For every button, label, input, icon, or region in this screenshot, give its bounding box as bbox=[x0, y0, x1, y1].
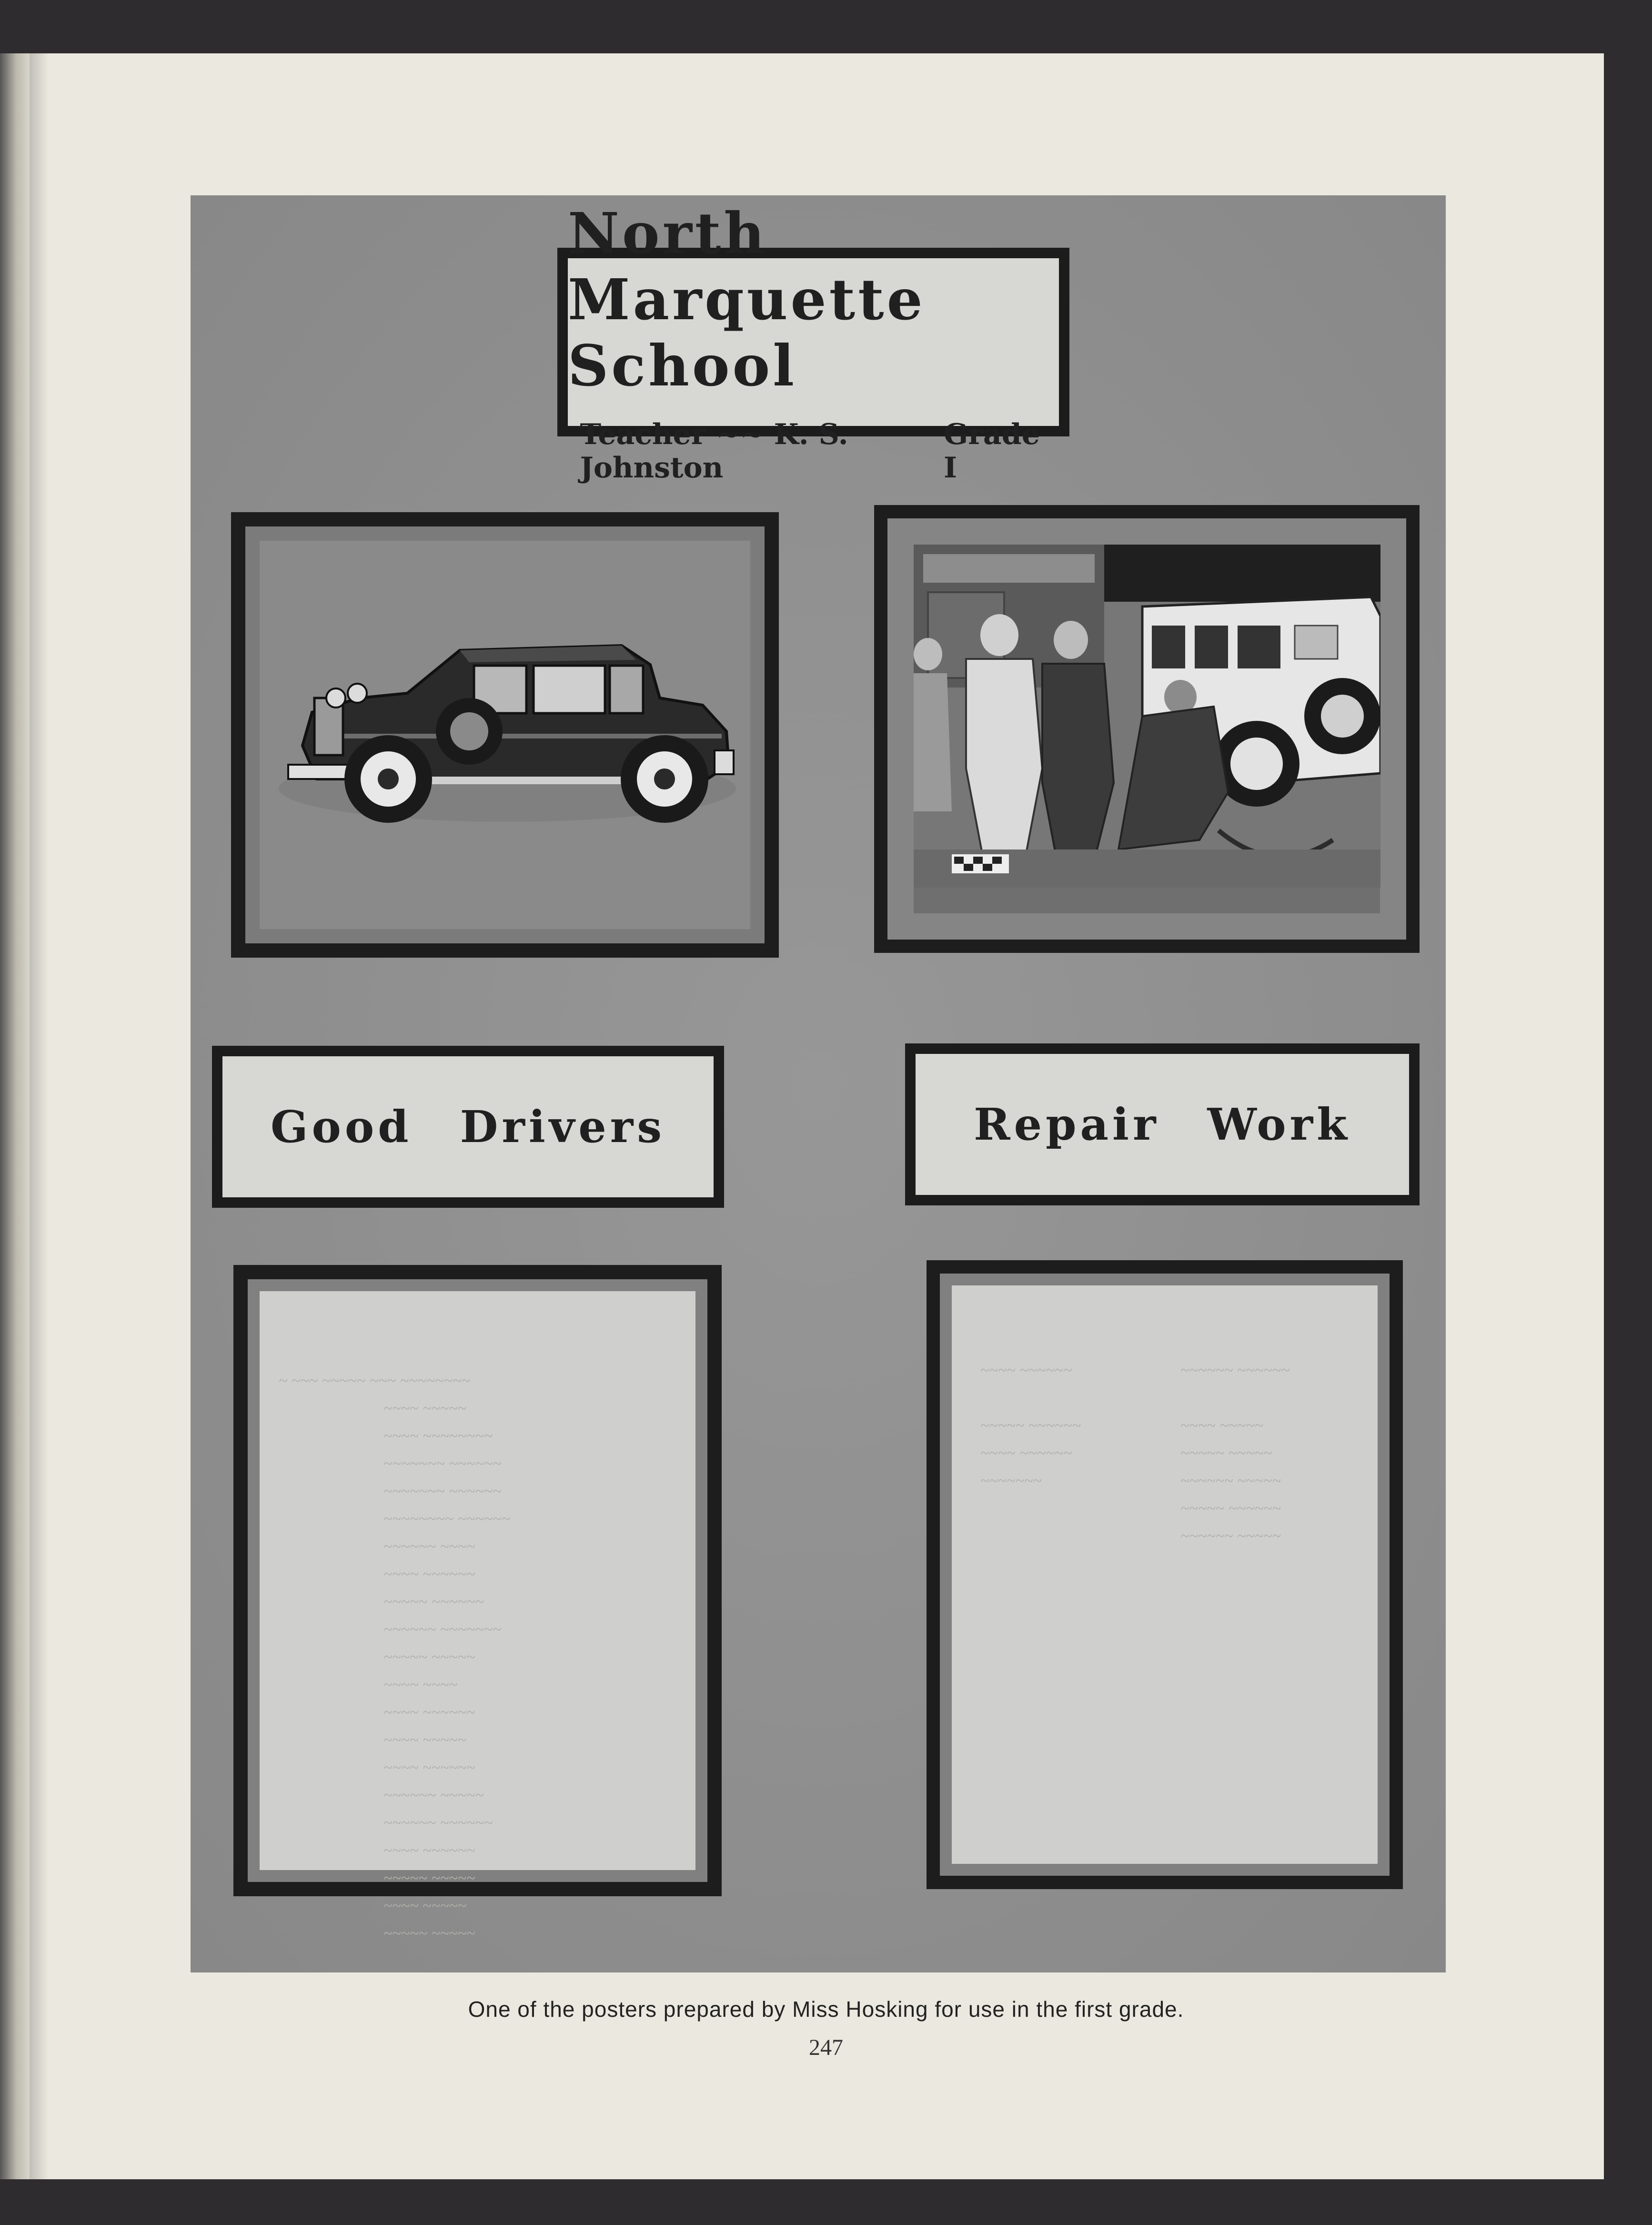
car-illustration bbox=[260, 541, 750, 929]
good-drivers-face bbox=[222, 1056, 714, 1197]
repair-list-mat bbox=[940, 1274, 1390, 1876]
faint-handwriting-right-column: ~~~~~~ ~~~~~~ ~~~~ ~~~~~ ~~~~~ ~~~~~ ~~~~~~ ~~~~~ ~~~~~ ~~~~~~ ~~~~~~ ~~~~~ bbox=[1180, 1362, 1290, 1545]
repair-work-face bbox=[916, 1054, 1409, 1195]
separator: ~~ bbox=[716, 417, 764, 451]
good-drivers-label: Good Drivers bbox=[270, 1101, 666, 1153]
facing-page-edge bbox=[0, 53, 30, 2179]
repair-picture-mat bbox=[887, 518, 1406, 940]
car-picture bbox=[260, 541, 750, 929]
faint-handwriting: ~ ~~~ ~~~~~ ~~~ ~~~~~~~~ ~~~~ ~~~~~ ~~~~ ~~~~~~~~ ~~~~~~~ ~~~~~~ ~~~~~~~ ~~~~~~ ~~~~~~~~ ~~~~~~ ~~~~~~ ~~~~ ~~~~ ~~~~~~ ~~~~~ ~~~~~~ ~~~~~~ ~~~~~~~ ~~~~~ ~~~~~ ~~~~ ~~~~ ~~~~ ~~~~~~ ~~~~ ~~~~~ ~~~~ ~~~~~~ ~~~~~~ ~~~~~ ~~~~~~ ~~~~~~ ~~~~ ~~~~~~ ~~~~~ ~~~~~ ~~~~ ~~~~~ ~~~~~ ~~~~~ bbox=[279, 1372, 511, 1942]
repair-work-card bbox=[905, 1043, 1420, 1205]
school-name: North Marquette School bbox=[568, 200, 926, 399]
page-number: 247 bbox=[809, 2035, 843, 2060]
car-picture-frame bbox=[231, 512, 779, 958]
repair-picture bbox=[914, 545, 1380, 913]
repair-picture-frame bbox=[874, 505, 1420, 953]
repair-work-label: Repair Work bbox=[974, 1099, 1351, 1150]
car-picture-mat bbox=[245, 526, 765, 943]
figure-caption: One of the posters prepared by Miss Hosking for use in the first grade. bbox=[468, 1997, 1184, 2022]
teacher-info bbox=[580, 418, 944, 485]
teacher-line bbox=[580, 418, 1047, 485]
title-card bbox=[557, 200, 1069, 485]
repair-list-sheet bbox=[952, 1285, 1378, 1864]
title-card-face bbox=[568, 200, 1059, 485]
repair-shop-illustration bbox=[914, 545, 1380, 888]
drivers-list-mat bbox=[248, 1279, 707, 1942]
gutter-shadow bbox=[30, 53, 49, 2179]
drivers-list-frame bbox=[233, 1265, 722, 1942]
grade-label: Grade I bbox=[944, 417, 1040, 485]
faint-handwriting-left-column: ~~~~ ~~~~~~ ~~~~~ ~~~~~~ ~~~~ ~~~~~~ ~~~~~~~ bbox=[980, 1362, 1081, 1490]
drivers-list-sheet bbox=[260, 1291, 695, 1942]
teacher-name: K. S. Johnston bbox=[580, 417, 848, 485]
repair-list-frame bbox=[927, 1260, 1403, 1889]
good-drivers-card bbox=[212, 1046, 724, 1208]
poster-photograph bbox=[191, 195, 1446, 1972]
teacher-label: Teacher bbox=[580, 417, 706, 451]
